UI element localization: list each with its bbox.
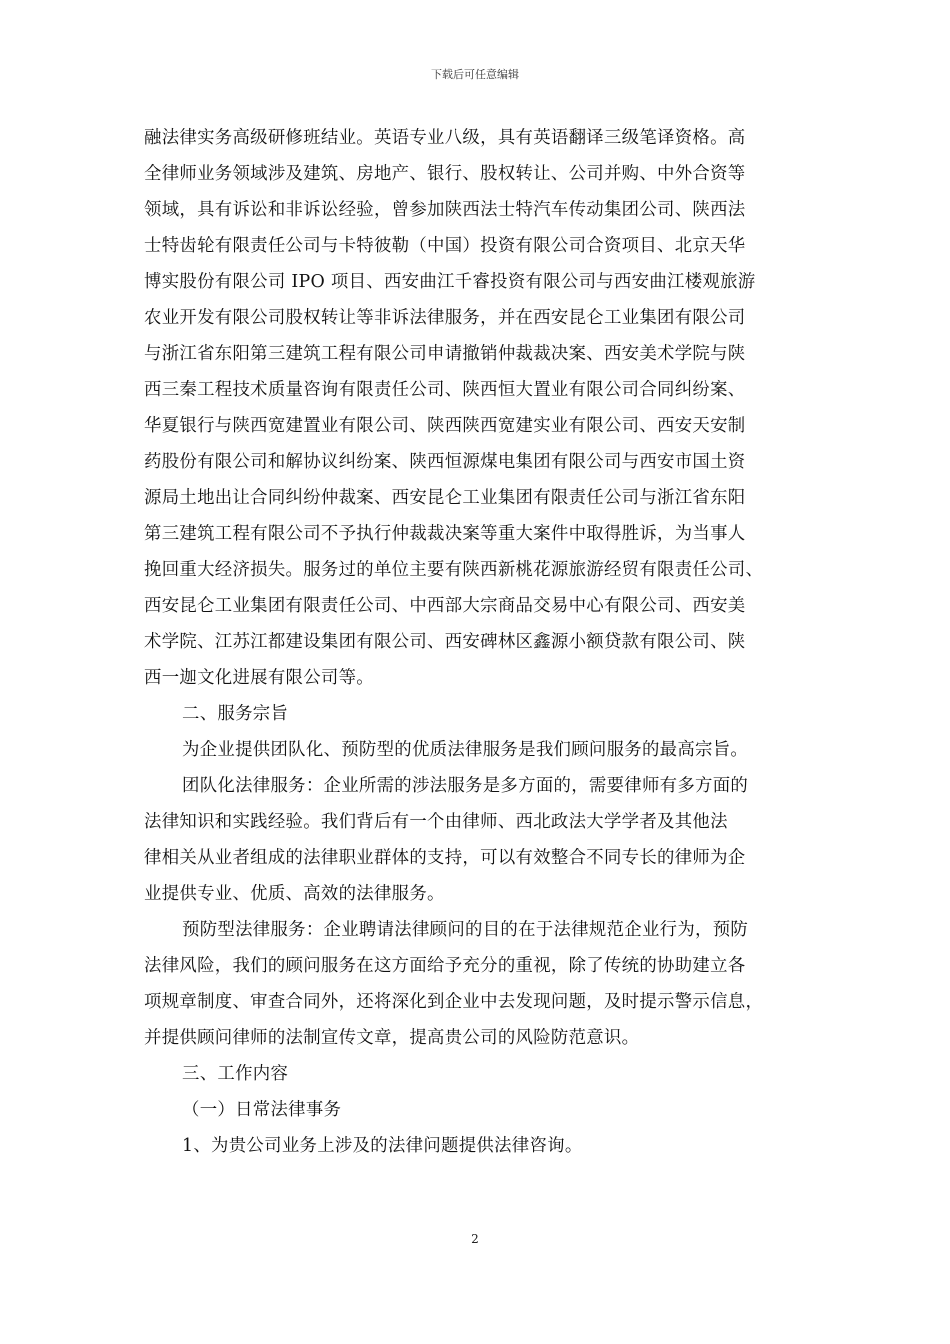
text-line: 并提供顾问律师的法制宣传文章，提高贵公司的风险防范意识。 <box>144 1028 640 1048</box>
text-line: 挽回重大经济损失。服务过的单位主要有陕西新桃花源旅游经贸有限责任公司、 <box>144 560 764 580</box>
text-line: 1、为贵公司业务上涉及的法律问题提供法律咨询。 <box>182 1136 583 1156</box>
heading-text: 二、服务宗旨 <box>182 704 289 724</box>
text-line: 与浙江省东阳第三建筑工程有限公司申请撤销仲裁裁决案、西安美术学院与陕 <box>144 344 746 364</box>
text-line: 农业开发有限公司股权转让等非诉法律服务，并在西安昆仑工业集团有限公司 <box>144 308 746 328</box>
text-line: 业提供专业、优质、高效的法律服务。 <box>144 884 445 904</box>
text-line: 领域，具有诉讼和非诉讼经验，曾参加陕西法士特汽车传动集团公司、陕西法 <box>144 200 746 220</box>
section-heading-work-content <box>144 1056 824 1092</box>
text-line: 第三建筑工程有限公司不予执行仲裁裁决案等重大案件中取得胜诉，为当事人 <box>144 524 746 544</box>
section-heading-service-purpose <box>144 696 824 732</box>
text-line: 法律风险，我们的顾问服务在这方面给予充分的重视，除了传统的协助建立各 <box>144 956 746 976</box>
document-body <box>144 120 824 1164</box>
list-item <box>144 1128 824 1164</box>
text-line: 术学院、江苏江都建设集团有限公司、西安碑林区鑫源小额贷款有限公司、陕 <box>144 632 746 652</box>
heading-text: （一）日常法律事务 <box>182 1100 342 1120</box>
text-line: 预防型法律服务：企业聘请法律顾问的目的在于法律规范企业行为，预防 <box>182 920 749 940</box>
text-line: 西一迦文化进展有限公司等。 <box>144 668 374 688</box>
text-line: 律相关从业者组成的法律职业群体的支持，可以有效整合不同专长的律师为企 <box>144 848 746 868</box>
text-line: 西安昆仑工业集团有限责任公司、中西部大宗商品交易中心有限公司、西安美 <box>144 596 746 616</box>
text-line: 西三秦工程技术质量咨询有限责任公司、陕西恒大置业有限公司合同纠纷案、 <box>144 380 746 400</box>
text-line: 华夏银行与陕西宽建置业有限公司、陕西陕西宽建实业有限公司、西安天安制 <box>144 416 746 436</box>
text-line: 法律知识和实践经验。我们背后有一个由律师、西北政法大学学者及其他法 <box>144 812 728 832</box>
paragraph-purpose <box>144 732 824 768</box>
text-line: 源局土地出让合同纠纷仲裁案、西安昆仑工业集团有限责任公司与浙江省东阳 <box>144 488 746 508</box>
text-line: 全律师业务领域涉及建筑、房地产、银行、股权转让、公司并购、中外合资等 <box>144 164 746 184</box>
text-line: 团队化法律服务：企业所需的涉法服务是多方面的，需要律师有多方面的 <box>182 776 749 796</box>
paragraph-preventive-service <box>144 912 824 1056</box>
paragraph-team-service <box>144 768 824 912</box>
subsection-heading-daily-affairs <box>144 1092 824 1128</box>
heading-text: 三、工作内容 <box>182 1064 289 1084</box>
text-line: 为企业提供团队化、预防型的优质法律服务是我们顾问服务的最高宗旨。 <box>182 740 749 760</box>
page-number: 2 <box>471 1232 479 1246</box>
text-line: 士特齿轮有限责任公司与卡特彼勒（中国）投资有限公司合资项目、北京天华 <box>144 236 746 256</box>
text-line: 融法律实务高级研修班结业。英语专业八级，具有英语翻译三级笔译资格。高 <box>144 128 746 148</box>
page-header: 下载后可任意编辑 <box>431 68 519 81</box>
text-line: 药股份有限公司和解协议纠纷案、陕西恒源煤电集团有限公司与西安市国土资 <box>144 452 746 472</box>
text-line: 项规章制度、审查合同外，还将深化到企业中去发现问题，及时提示警示信息， <box>144 992 764 1012</box>
paragraph-lawyer-profile <box>144 120 824 696</box>
text-line: 博实股份有限公司 IPO 项目、西安曲江千睿投资有限公司与西安曲江楼观旅游 <box>144 272 756 292</box>
